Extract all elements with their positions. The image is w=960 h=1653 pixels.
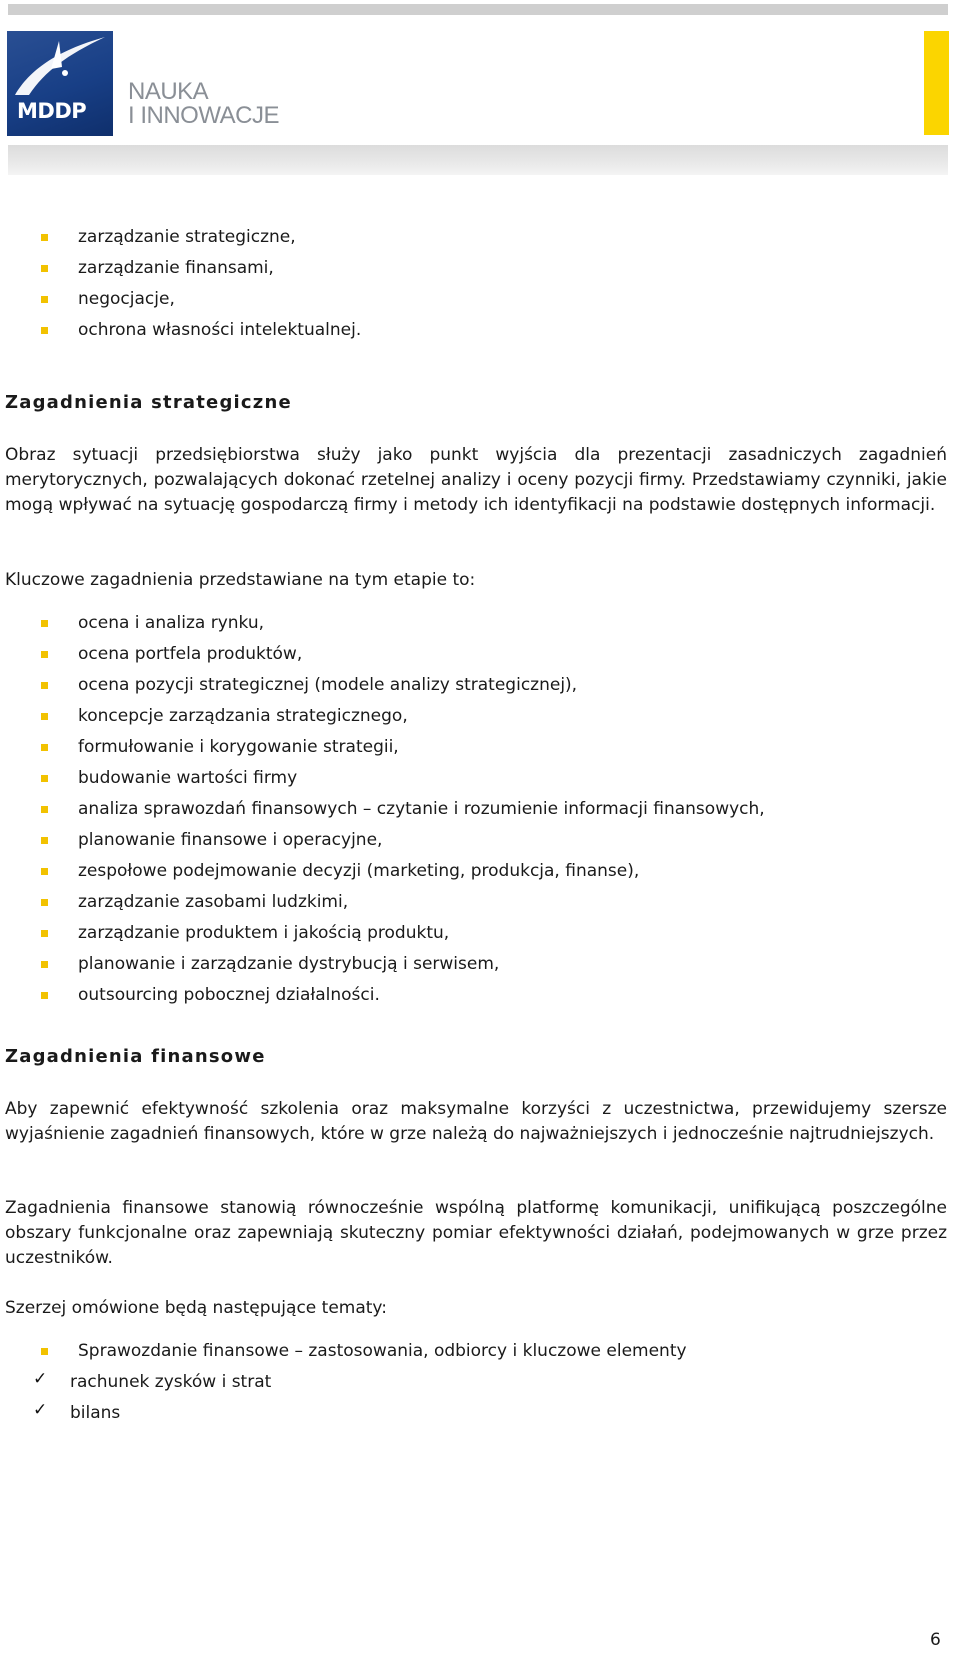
bullet-icon: [41, 806, 48, 813]
bullet-icon: [41, 265, 48, 272]
header-logo: [7, 31, 113, 136]
bullet-icon: [41, 296, 48, 303]
financial-paragraph-2: Zagadnienia finansowe stanowią równocześnie wspólną platformę komunikacji, unifikującą poszczególne obszary funkcjonalne oraz zapewniają skuteczny pomiar efektywności działań, podejmowanych w grze przez uczestników.: [5, 1198, 947, 1268]
logo-tagline: [128, 80, 279, 128]
bullet-icon: [41, 868, 48, 875]
bullet-icon: [41, 930, 48, 937]
bullet-icon: [41, 899, 48, 906]
strategic-intro: Kluczowe zagadnienia przedstawiane na tym etapie to:: [5, 570, 476, 590]
bullet-icon: [41, 713, 48, 720]
bullet-icon: [41, 961, 48, 968]
tagline-line-2: I INNOWACJE: [128, 102, 279, 129]
strategic-paragraph: Obraz sytuacji przedsiębiorstwa służy jako punkt wyjścia dla prezentacji zasadniczych zagadnień merytorycznych, pozwalających dokonać rzetelnej analizy i oceny pozycji firmy. Przedstawiamy czynniki, jakie mogą wpływać na sytuację gospodarczą firmy i metody ich identyfikacji na podstawie dostępnych informacji.: [5, 445, 947, 515]
checkmark-icon: ✓: [33, 1400, 48, 1420]
section-heading-financial: Zagadnienia finansowe: [5, 1046, 266, 1067]
bullet-icon: [41, 327, 48, 334]
bullet-icon: [41, 837, 48, 844]
checkmark-icon: ✓: [33, 1369, 48, 1389]
logo-text: MDDP: [17, 99, 87, 123]
bullet-icon: [41, 234, 48, 241]
bullet-icon: [41, 744, 48, 751]
financial-intro: Szerzej omówione będą następujące tematy:: [5, 1298, 387, 1318]
bullet-icon: [41, 992, 48, 999]
section-heading-strategic: Zagadnienia strategiczne: [5, 392, 292, 413]
header-bottom-bar: [8, 145, 948, 175]
page-number: 6: [930, 1630, 941, 1650]
tagline-line-1: NAUKA: [128, 78, 209, 105]
bullet-icon: [41, 651, 48, 658]
bullet-icon: [41, 775, 48, 782]
bullet-icon: [41, 620, 48, 627]
bullet-icon: [41, 682, 48, 689]
header-top-bar: [8, 4, 948, 15]
bullet-icon: [41, 1348, 48, 1355]
financial-paragraph-1: Aby zapewnić efektywność szkolenia oraz maksymalne korzyści z uczestnictwa, przewidujemy szersze wyjaśnienie zagadnień finansowych, które w grze należą do najważniejszych i jednocześnie najtrudniejszych.: [5, 1099, 947, 1144]
header-yellow-tab: [924, 31, 949, 135]
